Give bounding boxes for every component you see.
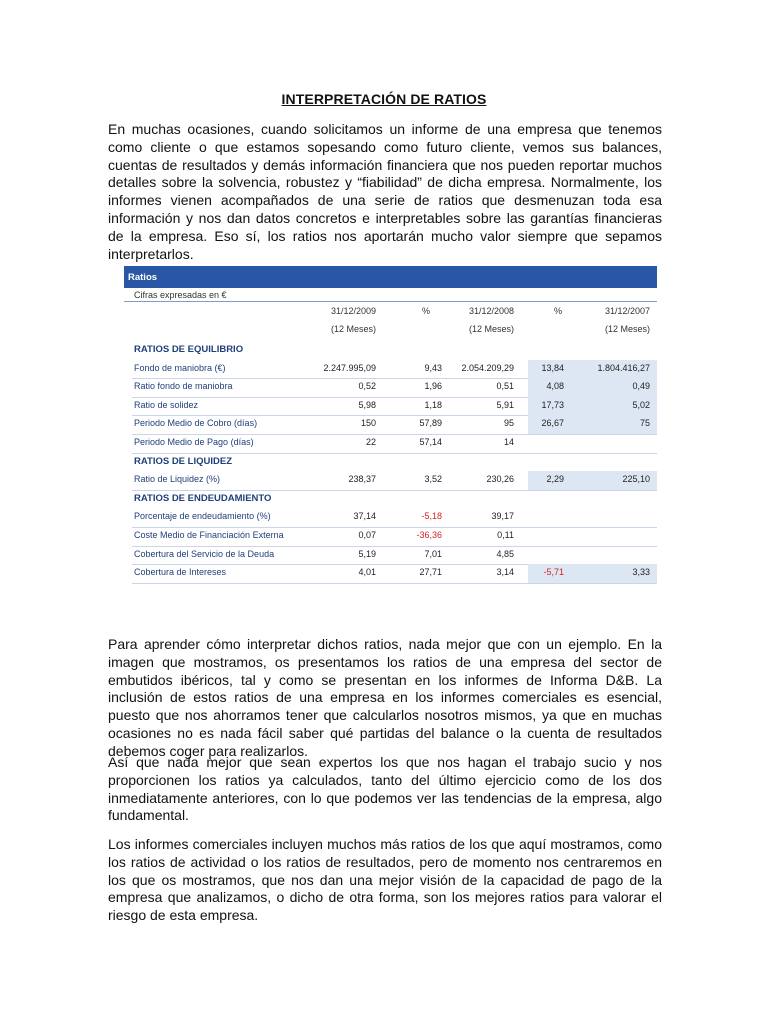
- pct-change-2: 26,67: [541, 418, 564, 429]
- pct-change-2: 4,08: [546, 381, 564, 392]
- more-ratios-paragraph: Los informes comerciales incluyen muchos más ratios de los que aquí mostramos, como los ratios de actividad o los ratios de resultados, pero de momento nos centraremos en los que os mostramos, que nos dan una mejor visión de la capacidad de pago de la empresa que analizamos, o dicho de otra forma, son los mejores ratios para valorar el riesgo de esta empresa.: [108, 836, 662, 924]
- row-label: Periodo Medio de Cobro (días): [134, 418, 258, 429]
- pct-change-2: 13,84: [541, 362, 564, 373]
- row-label: Porcentaje de endeudamiento (%): [134, 511, 271, 522]
- value-2009: 22: [365, 437, 376, 447]
- pct-change-1: 1,18: [424, 399, 442, 410]
- pct-change-2: 2,29: [546, 474, 564, 485]
- row-divider: [132, 583, 657, 584]
- col-header-2007-date: 31/12/2007: [604, 306, 650, 316]
- pct-change-1: 3,52: [424, 474, 442, 485]
- row-divider: [132, 546, 657, 547]
- row-label: Fondo de maniobra (€): [134, 362, 226, 373]
- col-header-2009-date: 31/12/2009: [330, 306, 376, 316]
- section-title: RATIOS DE LIQUIDEZ: [134, 455, 232, 467]
- pct-change-1: -36,36: [416, 530, 442, 540]
- col-header-pct-1: %: [421, 306, 430, 316]
- pct-change-1: 27,71: [419, 567, 442, 578]
- value-2008: 0,11: [497, 530, 514, 540]
- col-header-2008-period: (12 Meses): [468, 324, 514, 334]
- value-2008: 39,17: [491, 511, 514, 522]
- pct-change-1: 9,43: [424, 362, 442, 373]
- section-title: RATIOS DE EQUILIBRIO: [134, 344, 244, 355]
- value-2009: 238,37: [348, 474, 376, 485]
- value-2009: 4,01: [358, 567, 376, 578]
- value-2007: 5,02: [632, 399, 650, 410]
- row-divider: [132, 490, 657, 491]
- col-header-2007-period: (12 Meses): [604, 324, 650, 334]
- value-2008: 230,26: [486, 474, 514, 485]
- table-header: Ratios: [124, 266, 657, 288]
- value-2007: 1.804.416,27: [597, 362, 650, 373]
- value-2008: 4,85: [496, 548, 514, 559]
- value-2009: 150: [360, 418, 376, 429]
- value-2008: 14: [503, 437, 514, 447]
- value-2008: 95: [503, 418, 514, 429]
- row-label: Ratio de Liquidez (%): [134, 474, 221, 485]
- pct-change-2: 17,73: [541, 399, 564, 410]
- col-header-2008-date: 31/12/2008: [468, 306, 514, 316]
- value-2007: 0,49: [632, 381, 650, 392]
- row-divider: [132, 453, 657, 454]
- row-label: Cobertura del Servicio de la Deuda: [134, 548, 275, 559]
- col-header-2009-period: (12 Meses): [330, 324, 376, 334]
- pct-change-1: 1,96: [424, 381, 442, 392]
- pct-change-2: -5,71: [543, 567, 564, 578]
- row-label: Ratio fondo de maniobra: [134, 381, 233, 392]
- value-2008: 0,51: [496, 381, 514, 392]
- value-2008: 2.054.209,29: [461, 362, 514, 373]
- value-2007: 75: [639, 418, 650, 429]
- value-2009: 0,52: [358, 381, 376, 392]
- value-2009: 37,14: [353, 511, 376, 522]
- ratios-table: [124, 266, 657, 582]
- row-label: Coste Medio de Financiación Externa: [134, 530, 284, 540]
- table-subheader: Cifras expresadas en €: [124, 288, 657, 302]
- example-paragraph: Para aprender cómo interpretar dichos ratios, nada mejor que con un ejemplo. En la imagen que mostramos, os presentamos los ratios de una empresa del sector de embutidos ibéricos, tal y como se presentan en los informes de Informa D&B. La inclusión de estos ratios de una empresa en los informes comerciales es esencial, puesto que nos ahorramos tener que calcularlos nosotros mismos, ya que en muchas ocasiones no es nada fácil saber qué partidas del balance o la cuenta de resultados debemos coger para realizarlos.: [108, 636, 662, 759]
- row-label: Ratio de solidez: [134, 399, 199, 410]
- intro-paragraph: En muchas ocasiones, cuando solicitamos un informe de una empresa que tenemos como cliente o que estamos sopesando como futuro cliente, vemos sus balances, cuentas de resultados y demás información financiera que nos pueden reportar muchos detalles sobre la solvencia, robustez y “fiabilidad” de dicha empresa. Normalmente, los informes vienen acompañados de una serie de ratios que desmenuzan toda esa información y nos dan datos concretos e interpretables sobre las garantías financieras de la empresa. Eso sí, los ratios nos aportarán mucho valor siempre que sepamos interpretarlos.: [108, 121, 662, 262]
- value-2009: 0,07: [358, 530, 376, 540]
- value-2007: 225,10: [622, 474, 650, 485]
- row-divider: [132, 434, 657, 435]
- experts-paragraph: Así que nada mejor que sean expertos los que nos hagan el trabajo sucio y nos proporcionen los ratios ya calculados, tanto del último ejercicio como de los dos inmediatamente anteriores, con lo que podemos ver las tendencias de la empresa, algo fundamental.: [108, 754, 662, 824]
- col-header-pct-2: %: [553, 306, 562, 316]
- value-2008: 5,91: [496, 399, 514, 410]
- pct-change-1: 57,89: [419, 418, 442, 429]
- row-divider: [132, 527, 657, 528]
- section-title: RATIOS DE ENDEUDAMIENTO: [134, 492, 272, 504]
- value-2009: 5,19: [358, 548, 376, 559]
- row-label: Periodo Medio de Pago (días): [134, 437, 254, 447]
- value-2008: 3,14: [496, 567, 514, 578]
- value-2009: 5,98: [358, 399, 376, 410]
- page-title: INTERPRETACIÓN DE RATIOS: [281, 91, 487, 107]
- pct-change-1: -5,18: [421, 511, 442, 522]
- row-label: Cobertura de Intereses: [134, 567, 227, 578]
- pct-change-1: 7,01: [424, 548, 442, 559]
- value-2007: 3,33: [632, 567, 650, 578]
- pct-change-1: 57,14: [419, 437, 442, 447]
- value-2009: 2.247.995,09: [323, 362, 376, 373]
